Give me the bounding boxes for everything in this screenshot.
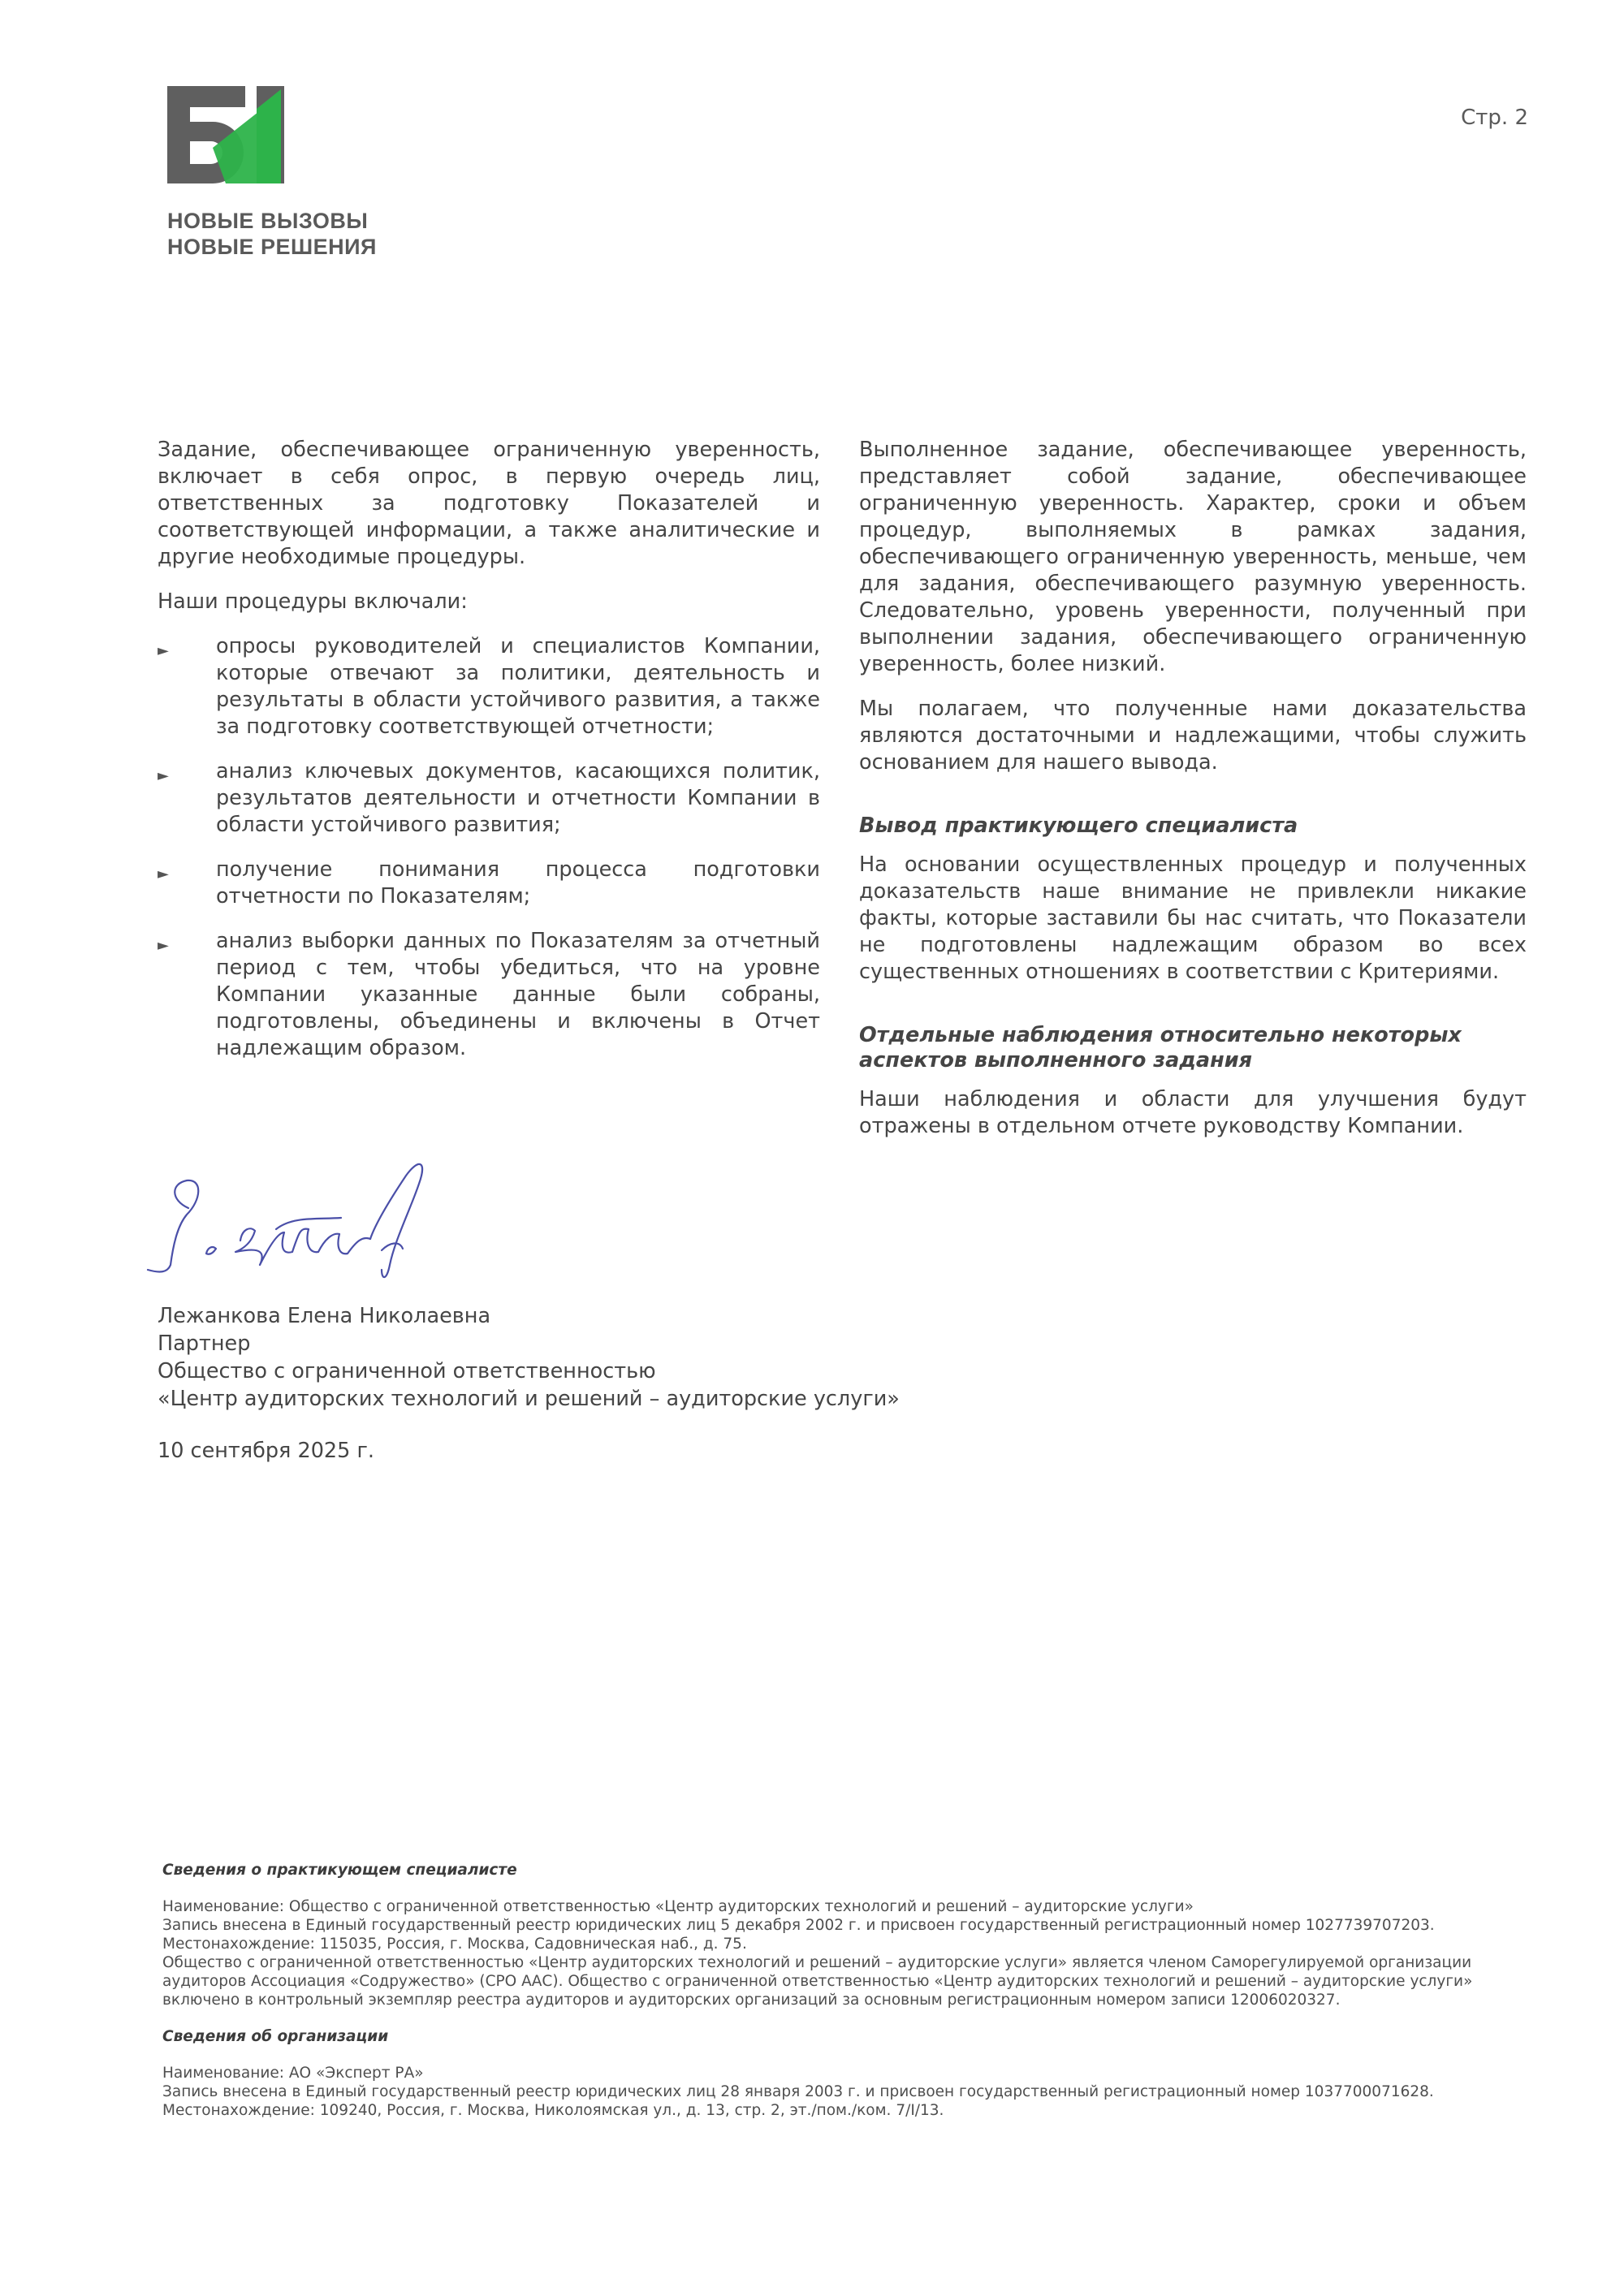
right-column	[859, 437, 1527, 1158]
logo-line-2: НОВЫЕ РЕШЕНИЯ	[167, 235, 377, 259]
page-number: Стр. 2	[1461, 106, 1528, 130]
signer-position: Партнер	[158, 1331, 251, 1356]
practitioner-info	[162, 1897, 1510, 2009]
signer-block	[158, 1302, 900, 1465]
conclusion-paragraph: На основании осуществленных процедур и полученных доказательств наше внимание не привлекли никакие факты, которые заставили бы нас считать, что Показатели не подготовлены надлежащим образом во всех существенных отношениях в соответствии с Критериями.	[859, 852, 1527, 984]
practitioner-membership: Общество с ограниченной ответственностью «Центр аудиторских технологий и решений – аудиторские услуги» является членом Саморегулируемой организации аудиторов Ассоциация «Содружество» (СРО ААС). Общество с ограниченной ответственностью «Центр аудиторских технологий и решений – аудиторские услуги» включено в контрольный экземпляр реестра аудиторов и аудиторских организаций за основным регистрационным номером записи 12006020327.	[162, 1954, 1473, 2009]
assurance-paragraph: Выполненное задание, обеспечивающее уверенность, представляет собой задание, обеспечивающее ограниченную уверенность. Характер, сроки и объем процедур, выполняемых в рамках задания, обеспечивающего ограниченную уверенность, меньше, чем для задания, обеспечивающего разумную уверенность. Следовательно, уровень уверенности, полученный при выполнении задания, обеспечивающего ограниченную уверенность, более низкий.	[859, 438, 1527, 676]
triangle-bullet-icon: ►	[158, 642, 169, 659]
list-item: ► опросы руководителей и специалистов Компании, которые отвечают за политики, деятельность и результаты в области устойчивого развития, а также за подготовку соответствующей отчетности;	[158, 634, 820, 739]
signer-org-line-1: Общество с ограниченной ответственностью	[158, 1359, 656, 1383]
footer	[162, 1861, 1510, 2138]
organization-info-heading: Сведения об организации	[162, 2028, 389, 2045]
signer-org-line-2: «Центр аудиторских технологий и решений – аудиторские услуги»	[158, 1387, 900, 1411]
handwritten-signature	[138, 1151, 495, 1293]
signer-name: Лежанкова Елена Николаевна	[158, 1304, 491, 1328]
practitioner-registry: Запись внесена в Единый государственный реестр юридических лиц 5 декабря 2002 г. и присвоен государственный регистрационный номер 1027739707203.	[162, 1917, 1435, 1934]
organization-name: Наименование: АО «Эксперт РА»	[162, 2065, 424, 2082]
list-item: ► анализ ключевых документов, касающихся политик, результатов деятельности и отчетности Компании в области устойчивого развития;	[158, 759, 820, 837]
company-logo	[167, 86, 377, 260]
procedures-heading: Наши процедуры включали:	[158, 589, 468, 614]
organization-info	[162, 2064, 1510, 2120]
signature-date: 10 сентября 2025 г.	[158, 1439, 374, 1463]
practitioner-name: Наименование: Общество с ограниченной ответственностью «Центр аудиторских технологий и решений – аудиторские услуги»	[162, 1898, 1194, 1915]
evidence-paragraph: Мы полагаем, что полученные нами доказательства являются достаточными и надлежащими, чтобы служить основанием для нашего вывода.	[859, 697, 1527, 775]
triangle-bullet-icon: ►	[158, 767, 169, 784]
organization-address: Местонахождение: 109240, Россия, г. Москва, Николоямская ул., д. 13, стр. 2, эт./пом./ком. 7/I/13.	[162, 2102, 944, 2119]
list-item: ► анализ выборки данных по Показателям за отчетный период с тем, чтобы убедиться, что на уровне Компании указанные данные были собраны, подготовлены, объединены и включены в Отчет надлежащим образом.	[158, 929, 820, 1060]
list-item: ► получение понимания процесса подготовки отчетности по Показателям;	[158, 857, 820, 908]
conclusion-heading: Вывод практикующего специалиста	[859, 814, 1298, 838]
triangle-bullet-icon: ►	[158, 865, 169, 883]
organization-registry: Запись внесена в Единый государственный реестр юридических лиц 28 января 2003 г. и присвоен государственный регистрационный номер 1037700071628.	[162, 2083, 1434, 2100]
left-column	[158, 437, 820, 1080]
intro-paragraph: Задание, обеспечивающее ограниченную уверенность, включает в себя опрос, в первую очередь лиц, ответственных за подготовку Показателей и соответствующей информации, а также аналитические и другие необходимые процедуры.	[158, 438, 820, 569]
observations-paragraph: Наши наблюдения и области для улучшения будут отражены в отдельном отчете руководству Компании.	[859, 1087, 1527, 1138]
practitioner-address: Местонахождение: 115035, Россия, г. Москва, Садовническая наб., д. 75.	[162, 1936, 747, 1953]
practitioner-info-heading: Сведения о практикующем специалисте	[162, 1862, 517, 1879]
procedures-list	[158, 633, 820, 1062]
observations-heading: Отдельные наблюдения относительно некоторых аспектов выполненного задания	[859, 1023, 1462, 1072]
triangle-bullet-icon: ►	[158, 937, 169, 954]
logo-line-1: НОВЫЕ ВЫЗОВЫ	[167, 209, 369, 233]
b1-logo-icon	[167, 86, 284, 192]
